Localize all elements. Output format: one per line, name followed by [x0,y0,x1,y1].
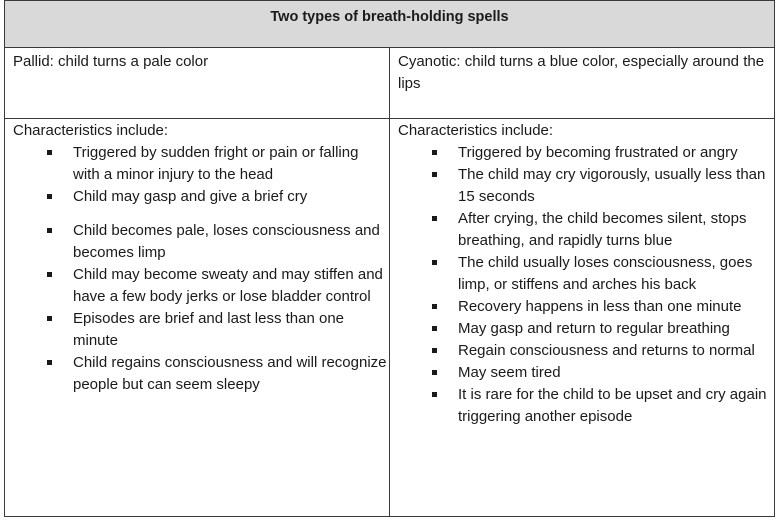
square-bullet-icon [47,150,52,155]
list-item-text: Child regains consciousness and will recognize people but can seem sleepy [73,354,387,393]
list-item [398,362,772,384]
square-bullet-icon [432,260,437,265]
square-bullet-icon [47,272,52,277]
list-item-text: May gasp and return to regular breathing [458,320,730,337]
cyanotic-characteristics-list [398,142,772,428]
square-bullet-icon [432,216,437,221]
list-item-text: After crying, the child becomes silent, stops breathing, and rapidly turns blue [458,210,747,249]
cyanotic-characteristics [398,120,772,428]
list-item-text: Episodes are brief and last less than one minute [73,310,345,349]
list-item [13,186,387,208]
square-bullet-icon [432,392,437,397]
square-bullet-icon [47,228,52,233]
list-item [13,142,387,186]
breath-holding-table [4,0,775,517]
pallid-description: Pallid: child turns a pale color [13,53,209,70]
square-bullet-icon [47,194,52,199]
list-item-text: May seem tired [458,364,561,381]
list-item-text: Recovery happens in less than one minute [458,298,742,315]
list-item [13,264,387,308]
list-item-text: Child may gasp and give a brief cry [73,188,308,205]
cyanotic-description: Cyanotic: child turns a blue color, especially around the lips [398,53,765,92]
row-divider [5,118,774,119]
list-item-text: The child usually loses consciousness, goes limp, or stiffens and arches his back [458,254,753,293]
square-bullet-icon [432,326,437,331]
square-bullet-icon [432,172,437,177]
pallid-characteristics-label: Characteristics include: [13,122,169,139]
list-item-text: The child may cry vigorously, usually less than 15 seconds [458,166,766,205]
square-bullet-icon [432,370,437,375]
list-item [398,142,772,164]
square-bullet-icon [432,304,437,309]
list-item [13,220,387,264]
table-title: Two types of breath-holding spells [5,1,774,48]
pallid-characteristics [13,120,387,396]
pallid-characteristics-list [13,142,387,396]
list-item-text: Regain consciousness and returns to normal [458,342,755,359]
list-item-text: Child may become sweaty and may stiffen and have a few body jerks or lose bladder control [73,266,383,305]
list-item [398,164,772,208]
list-item [398,340,772,362]
list-item-text: Child becomes pale, loses consciousness and becomes limp [73,222,380,261]
list-item [398,252,772,296]
list-item-text: Triggered by sudden fright or pain or falling with a minor injury to the head [73,144,359,183]
list-item [398,296,772,318]
cyanotic-characteristics-label: Characteristics include: [398,122,554,139]
list-item [398,318,772,340]
list-item [13,352,387,396]
square-bullet-icon [47,360,52,365]
list-item [398,208,772,252]
list-item-text: It is rare for the child to be upset and cry again triggering another episode [458,386,767,425]
list-item [398,384,772,428]
square-bullet-icon [432,348,437,353]
list-item-text: Triggered by becoming frustrated or angry [458,144,738,161]
square-bullet-icon [47,316,52,321]
square-bullet-icon [432,150,437,155]
list-item [13,308,387,352]
